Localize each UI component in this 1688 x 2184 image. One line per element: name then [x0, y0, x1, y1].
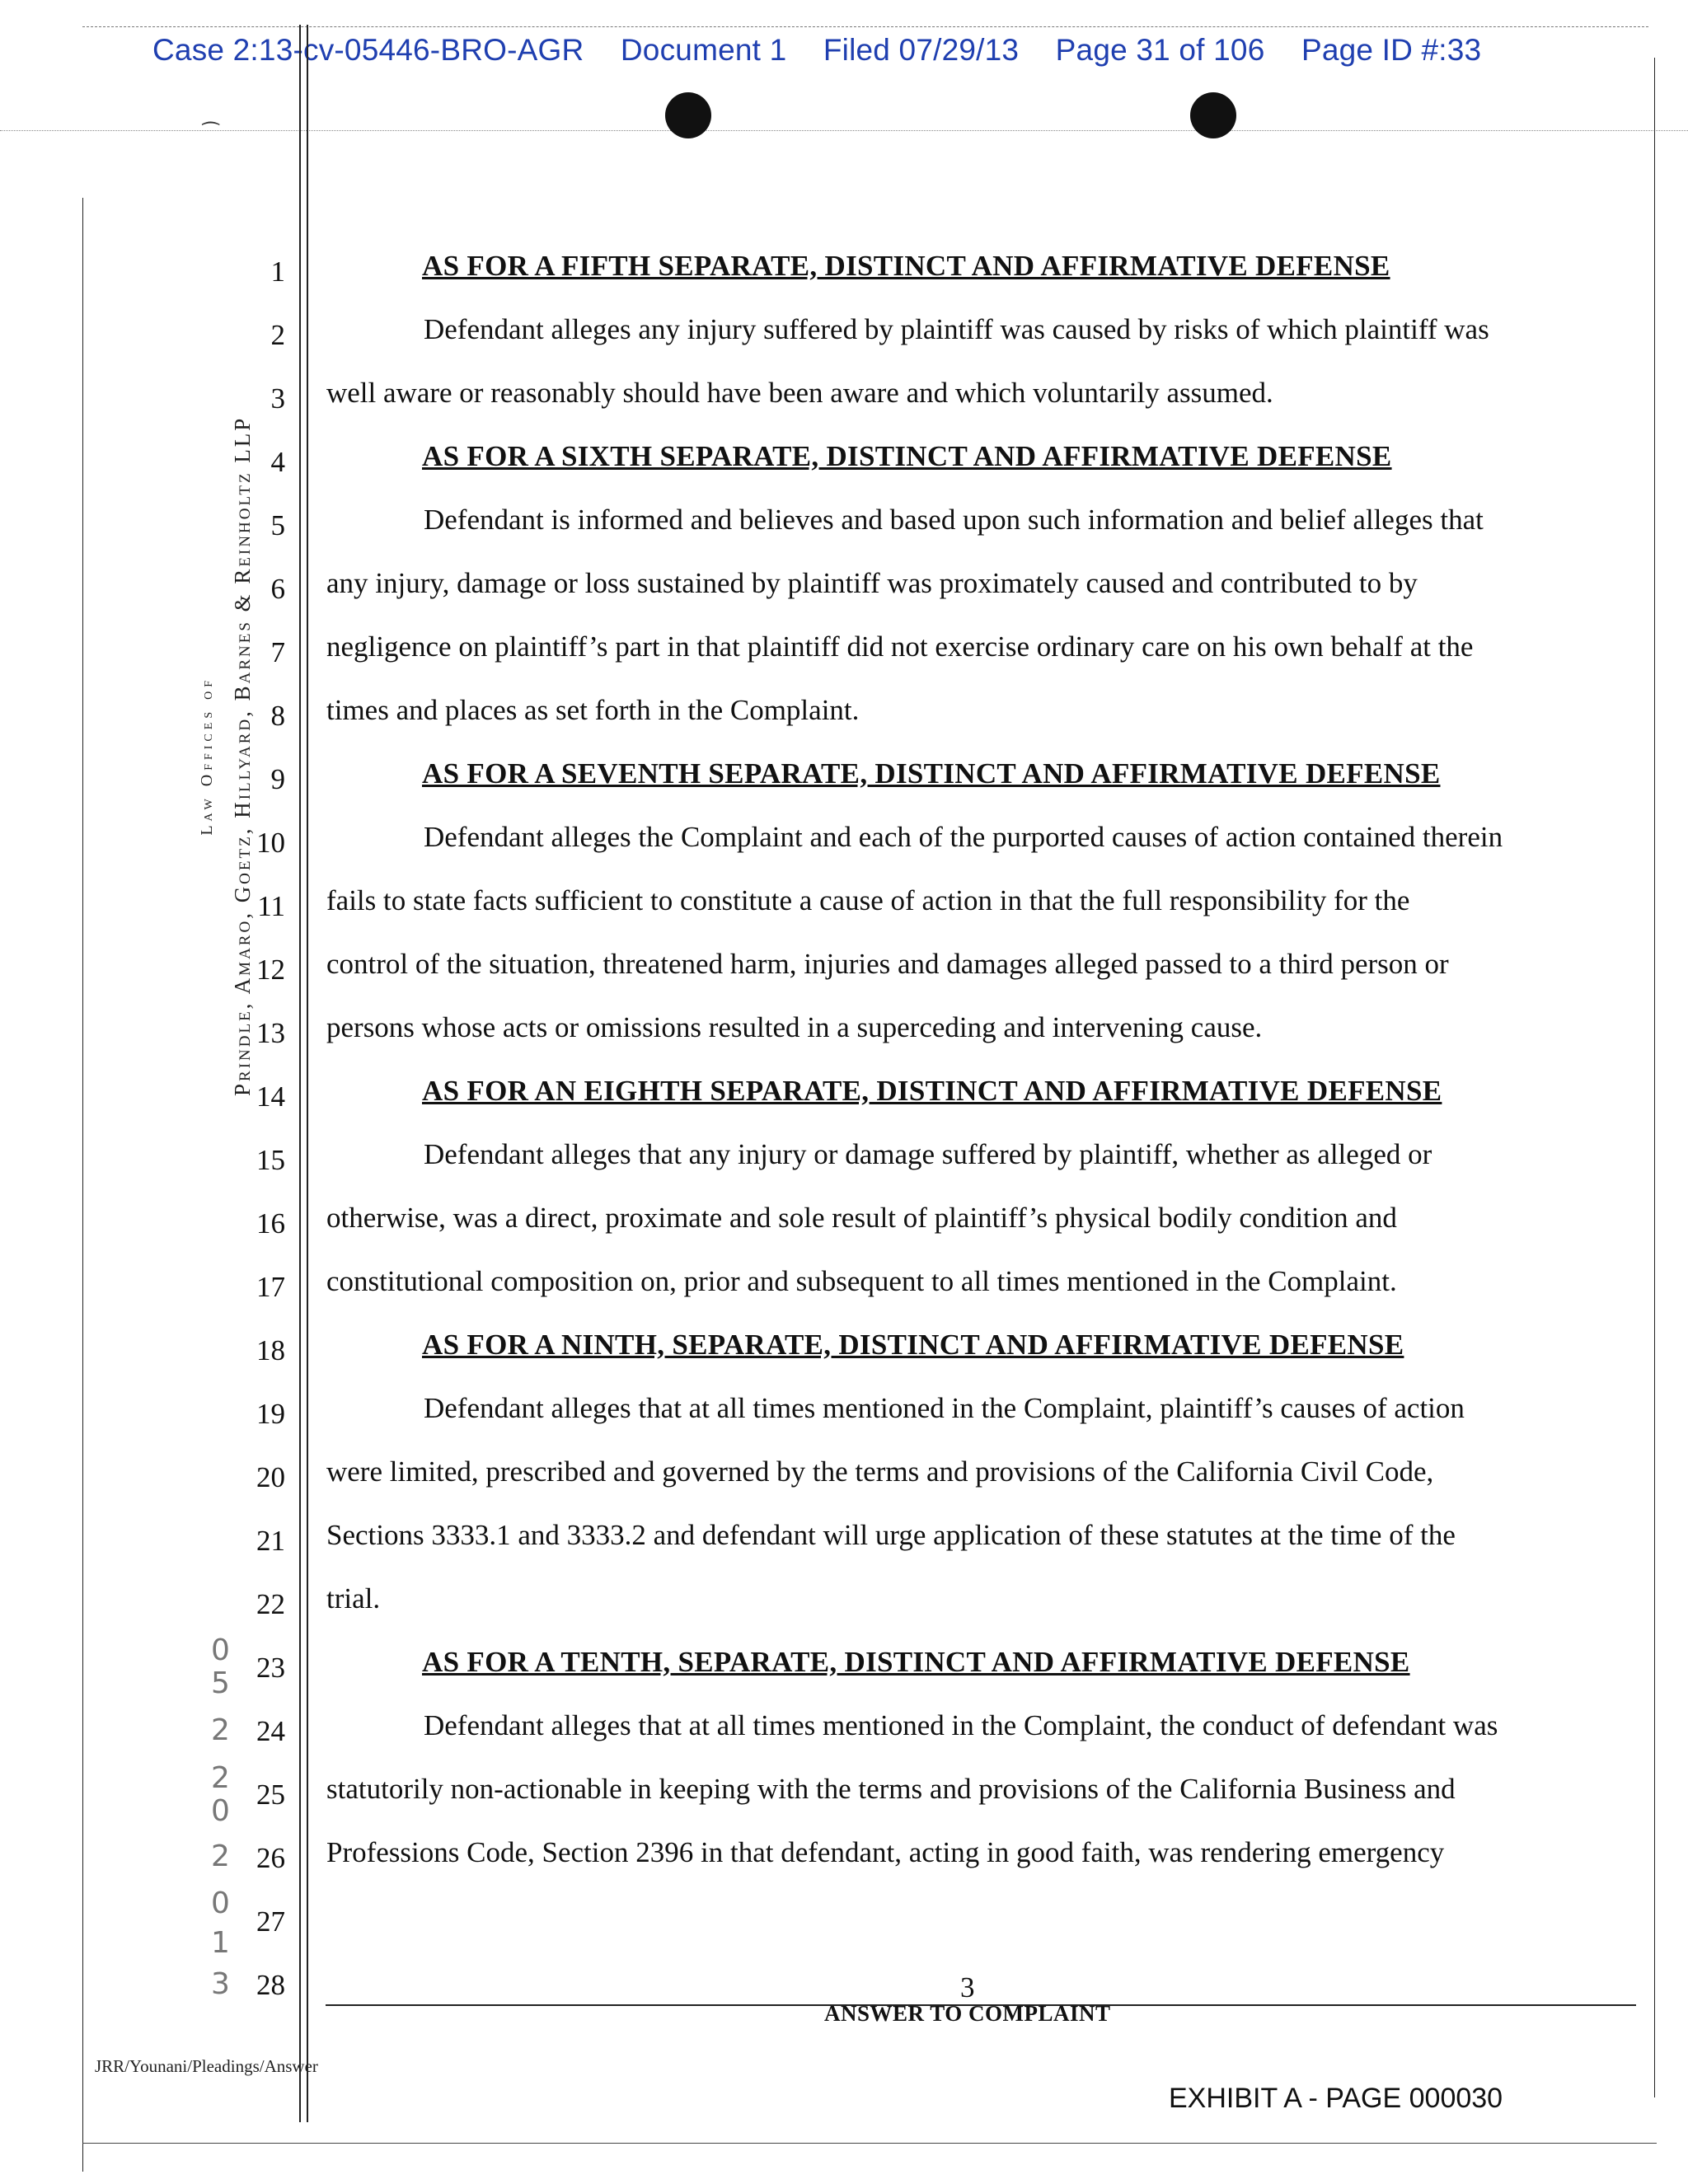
body-line: Defendant alleges that at all times mentioned in the Complaint, plaintiff’s causes of action: [424, 1392, 1465, 1424]
line-number: 24: [256, 1715, 285, 1747]
line-number: 3: [270, 382, 285, 415]
filed-date: Filed 07/29/13: [823, 33, 1020, 67]
line-number: 19: [256, 1398, 285, 1430]
line-number: 17: [256, 1271, 285, 1303]
line-number: 15: [256, 1144, 285, 1176]
body-line: trial.: [326, 1582, 381, 1615]
footer-title: ANSWER TO COMPLAINT: [824, 2001, 1111, 2026]
body-line: persons whose acts or omissions resulted in a superceding and intervening cause.: [326, 1011, 1263, 1043]
bates-char: 0: [211, 1886, 230, 1920]
exhibit-stamp: EXHIBIT A - PAGE 000030: [1169, 2083, 1503, 2114]
page-count: Page 31 of 106: [1055, 33, 1265, 67]
body-line: well aware or reasonably should have been aware and which voluntarily assumed.: [326, 377, 1273, 409]
line-number: 26: [256, 1842, 285, 1874]
filing-header: [152, 33, 1509, 68]
heading-tenth-defense: AS FOR A TENTH, SEPARATE, DISTINCT AND AFFIRMATIVE DEFENSE: [422, 1646, 1410, 1678]
right-page-edge: [1654, 58, 1655, 2097]
bottom-page-edge: [82, 2143, 1657, 2144]
body-line: any injury, damage or loss sustained by plaintiff was proximately caused and contributed to by: [326, 567, 1418, 599]
body-line: Defendant alleges the Complaint and each of the purported causes of action contained therein: [424, 821, 1503, 853]
bates-char: 2: [211, 1840, 230, 1873]
line-number: 18: [256, 1334, 285, 1366]
body-line: fails to state facts sufficient to constitute a cause of action in that the full responsibility for the: [326, 884, 1410, 916]
body-line: Defendant alleges that at all times mentioned in the Complaint, the conduct of defendant was: [424, 1709, 1498, 1741]
line-number: 25: [256, 1779, 285, 1811]
body-line: Sections 3333.1 and 3333.2 and defendant will urge application of these statutes at the time of the: [326, 1519, 1456, 1551]
page-id: Page ID #:33: [1301, 33, 1482, 67]
bates-char: 1: [211, 1926, 230, 1960]
body-line: constitutional composition on, prior and subsequent to all times mentioned in the Complaint.: [326, 1265, 1397, 1297]
line-number: 20: [256, 1461, 285, 1493]
margin-rule-inner: [307, 25, 308, 2122]
line-number: 16: [256, 1207, 285, 1240]
scan-divider: [0, 130, 1688, 131]
body-line: otherwise, was a direct, proximate and sole result of plaintiff’s physical bodily condition and: [326, 1202, 1397, 1234]
body-line: Professions Code, Section 2396 in that defendant, acting in good faith, was rendering emergency: [326, 1836, 1445, 1868]
line-number: 22: [256, 1588, 285, 1620]
body-line: were limited, prescribed and governed by the terms and provisions of the California Civil Code,: [326, 1455, 1434, 1488]
bates-char: 0: [211, 1633, 230, 1667]
heading-ninth-defense: AS FOR A NINTH, SEPARATE, DISTINCT AND AFFIRMATIVE DEFENSE: [422, 1329, 1404, 1361]
document-number: Document 1: [620, 33, 787, 67]
line-number: 13: [256, 1017, 285, 1049]
firm-name: Prindle, Amaro, Goetz, Hillyard, Barnes & Reinholtz LLP: [230, 415, 255, 1096]
heading-seventh-defense: AS FOR A SEVENTH SEPARATE, DISTINCT AND AFFIRMATIVE DEFENSE: [422, 757, 1441, 790]
page-number: 3: [960, 1971, 975, 2004]
punch-hole-right: [1190, 92, 1236, 138]
bates-char: 0: [211, 1794, 230, 1828]
body-line: Defendant is informed and believes and based upon such information and belief alleges that: [424, 504, 1484, 536]
body-line: Defendant alleges that any injury or damage suffered by plaintiff, whether as alleged or: [424, 1138, 1432, 1170]
body-line: Defendant alleges any injury suffered by plaintiff was caused by risks of which plaintiff was: [424, 313, 1489, 345]
body-line: negligence on plaintiff’s part in that plaintiff did not exercise ordinary care on his own behalf at the: [326, 630, 1474, 663]
left-page-edge: [82, 198, 83, 2172]
margin-rule-outer: [299, 25, 301, 2122]
heading-eighth-defense: AS FOR AN EIGHTH SEPARATE, DISTINCT AND AFFIRMATIVE DEFENSE: [422, 1075, 1442, 1107]
body-line: times and places as set forth in the Complaint.: [326, 694, 860, 726]
line-number: 27: [256, 1905, 285, 1938]
body-line: control of the situation, threatened harm, injuries and damages alleged passed to a third person or: [326, 948, 1449, 980]
line-number: 1: [270, 255, 285, 288]
line-number: 8: [270, 700, 285, 732]
bates-char: 3: [211, 1967, 230, 2001]
line-number: 14: [256, 1080, 285, 1113]
line-number: 10: [256, 827, 285, 859]
law-offices-label: Law Offices of: [198, 677, 216, 836]
line-number: 12: [256, 954, 285, 986]
line-number: 21: [256, 1525, 285, 1557]
top-scan-rule: [82, 26, 1648, 27]
line-number: 23: [256, 1652, 285, 1684]
heading-sixth-defense: AS FOR A SIXTH SEPARATE, DISTINCT AND AFFIRMATIVE DEFENSE: [422, 440, 1392, 472]
line-number: 28: [256, 1969, 285, 2001]
punch-hole-left: [665, 92, 711, 138]
line-number: 6: [270, 573, 285, 605]
line-number: 11: [257, 890, 285, 922]
heading-fifth-defense: AS FOR A FIFTH SEPARATE, DISTINCT AND AFFIRMATIVE DEFENSE: [422, 250, 1390, 282]
document-path: JRR/Younani/Pleadings/Answer: [95, 2056, 318, 2076]
case-number: Case 2:13-cv-05446-BRO-AGR: [152, 33, 584, 67]
scan-mark: ⁀: [203, 124, 219, 145]
line-number: 7: [270, 636, 285, 668]
line-number: 2: [270, 319, 285, 351]
line-number: 9: [270, 763, 285, 795]
body-line: statutorily non-actionable in keeping with the terms and provisions of the California Business and: [326, 1773, 1456, 1805]
bates-char: 2: [211, 1761, 230, 1795]
line-number: 5: [270, 509, 285, 541]
bates-char: 2: [211, 1713, 230, 1747]
line-number: 4: [270, 446, 285, 478]
bates-char: 5: [211, 1666, 230, 1700]
